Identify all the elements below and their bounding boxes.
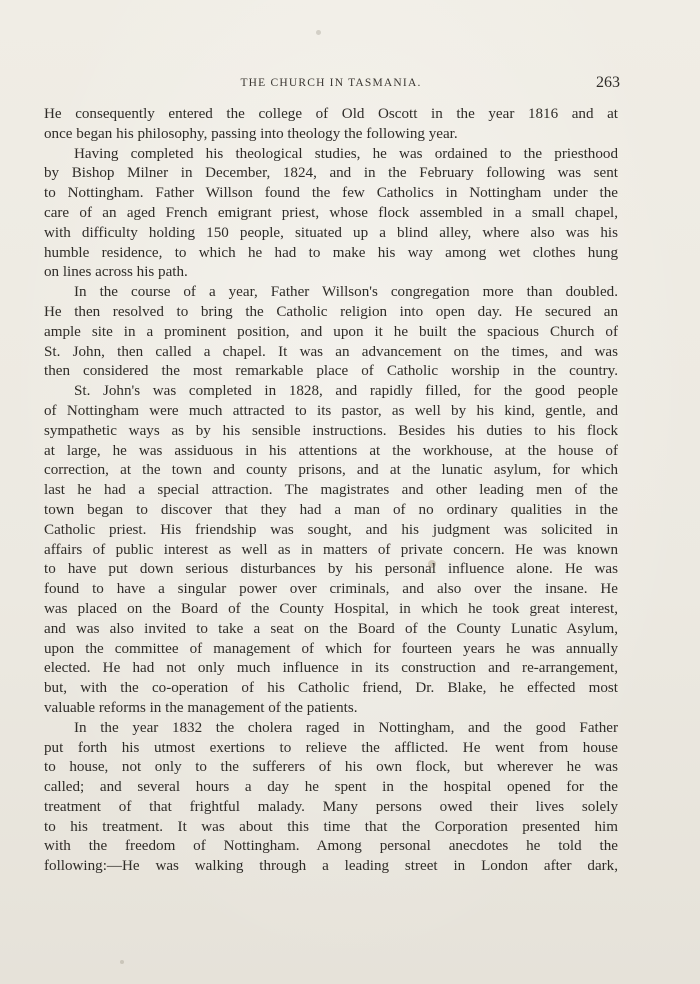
text-line: Having completed his theological studies, he was ordained to the priesthood — [74, 145, 618, 162]
text-line: upon the committee of management of which for fourteen years he was annually — [44, 640, 618, 657]
text-line: to Nottingham. Father Willson found the few Catholics in Nottingham under the — [44, 185, 618, 202]
text-line: called; and several hours a day he spent in the hospital opened for the — [44, 779, 618, 796]
text-line: on lines across his path. — [44, 264, 188, 281]
text-line: In the course of a year, Father Willson's congregation more than doubled. — [74, 284, 618, 301]
text-line: He then resolved to bring the Catholic religion into open day. He secured an — [44, 303, 618, 320]
text-line: was placed on the Board of the County Hospital, in which he took great interest, — [44, 600, 618, 617]
text-line: put forth his utmost exertions to relieve the afflicted. He went from house — [44, 739, 618, 756]
paper-speck — [316, 30, 321, 35]
text-line: valuable reforms in the management of the patients. — [44, 699, 358, 716]
text-line: correction, at the town and county prisons, and at the lunatic asylum, for which — [44, 462, 618, 479]
text-line: town began to discover that they had a man of no ordinary qualities in the — [44, 501, 618, 518]
page-header — [44, 74, 618, 96]
text-line: found to have a singular power over criminals, and also over the insane. He — [44, 581, 618, 598]
text-line: last he had a special attraction. The magistrates and other leading men of the — [44, 482, 618, 499]
text-line: care of an aged French emigrant priest, whose flock assembled in a small chapel, — [44, 204, 618, 221]
text-line: humble residence, to which he had to make his way among wet clothes hung — [44, 244, 618, 261]
text-line: with difficulty holding 150 people, situated up a blind alley, where also was his — [44, 224, 618, 241]
text-line: elected. He had not only much influence in its construction and re-arrangement, — [44, 660, 618, 677]
text-line: with the freedom of Nottingham. Among personal anecdotes he told the — [44, 838, 618, 855]
text-line: affairs of public interest as well as in matters of private concern. He was known — [44, 541, 618, 558]
text-line: of Nottingham were much attracted to its pastor, as well by his kind, gentle, and — [44, 402, 618, 419]
text-line: St. John's was completed in 1828, and rapidly filled, for the good people — [74, 383, 618, 400]
paper-speck — [120, 960, 124, 964]
text-line: to house, not only to the sufferers of his own flock, but wherever he was — [44, 759, 618, 776]
text-line: then considered the most remarkable place of Catholic worship in the country. — [44, 363, 618, 380]
text-line: and was also invited to take a seat on the Board of the County Lunatic Asylum, — [44, 620, 618, 637]
page-number: 263 — [596, 74, 620, 91]
text-line: In the year 1832 the cholera raged in Nottingham, and the good Father — [74, 719, 618, 736]
text-line: at large, he was assiduous in his attentions at the workhouse, at the house of — [44, 442, 618, 459]
text-line: treatment of that frightful malady. Many persons owed their lives solely — [44, 798, 618, 815]
text-line: following:—He was walking through a leading street in London after dark, — [44, 858, 618, 875]
text-line: to his treatment. It was about this time that the Corporation presented him — [44, 818, 618, 835]
text-line: He consequently entered the college of Old Oscott in the year 1816 and at — [44, 106, 618, 122]
running-title: THE CHURCH IN TASMANIA. — [240, 77, 422, 89]
text-line: by Bishop Milner in December, 1824, and in the February following was sent — [44, 165, 618, 182]
text-line: ample site in a prominent position, and upon it he built the spacious Church of — [44, 323, 618, 340]
text-line: St. John, then called a chapel. It was an advancement on the times, and was — [44, 343, 618, 360]
text-line: to have put down serious disturbances by his personal influence alone. He was — [44, 561, 618, 578]
text-line: once began his philosophy, passing into theology the following year. — [44, 125, 458, 142]
text-line: sympathetic ways as by his sensible instructions. Besides his duties to his flock — [44, 422, 618, 439]
text-line: but, with the co-operation of his Catholic friend, Dr. Blake, he effected most — [44, 680, 618, 697]
body-text — [44, 105, 618, 877]
text-line: Catholic priest. His friendship was sought, and his judgment was solicited in — [44, 521, 618, 538]
